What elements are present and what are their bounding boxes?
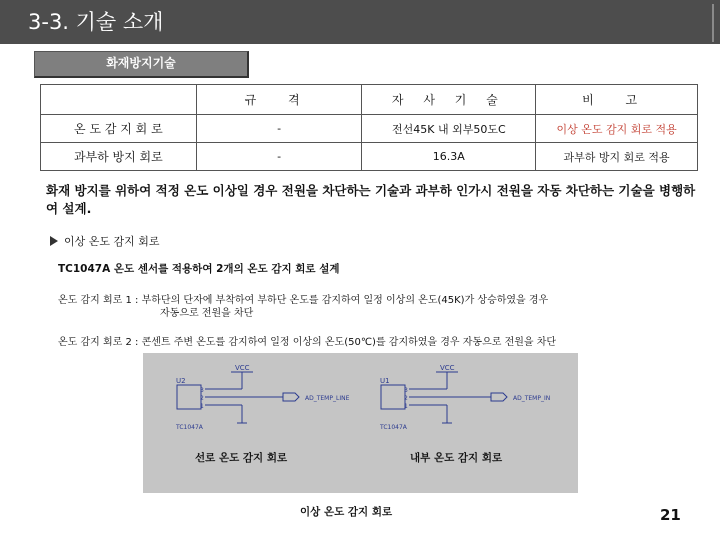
spec-table bbox=[40, 84, 698, 171]
table-cell: 온 도 감 지 회 로 bbox=[41, 115, 197, 143]
table-row bbox=[41, 143, 698, 171]
detail-line-circuit2: 온도 감지 회로 2 : 콘센트 주변 온도를 감지하여 일정 이상의 온도(50℃)를 감지하였을 경우 자동으로 전원을 차단 bbox=[58, 337, 557, 348]
schematic-right bbox=[379, 364, 550, 431]
part-label: TC1047A bbox=[380, 424, 407, 431]
detail-line-sensor: TC1047A 온도 센서를 적용하여 2개의 온도 감지 회로 설계 bbox=[58, 263, 340, 275]
triangle-bullet-icon bbox=[50, 236, 58, 246]
schematic-svg bbox=[143, 353, 578, 493]
section-tag bbox=[34, 51, 249, 78]
page-number: 21 bbox=[660, 506, 681, 524]
pin-label: 3 bbox=[404, 387, 408, 394]
table-header-cell: 자 사 기 술 bbox=[362, 85, 536, 115]
table-header-cell bbox=[41, 85, 197, 115]
figure-caption: 이상 온도 감지 회로 bbox=[300, 506, 393, 518]
table-header-cell: 비 고 bbox=[536, 85, 698, 115]
sensor-ic bbox=[381, 385, 405, 409]
pin-label: 2 bbox=[404, 395, 408, 402]
circuit-diagram-panel bbox=[143, 353, 578, 493]
pin-label: 3 bbox=[200, 387, 204, 394]
table-cell: 과부하 방지 회로 적용 bbox=[536, 143, 698, 171]
summary-paragraph: 화재 방지를 위하여 적정 온도 이상일 경우 전원을 차단하는 기술과 과부하 인가시 전원을 자동 차단하는 기술을 병행하여 설계. bbox=[46, 183, 696, 216]
table-header-row bbox=[41, 85, 698, 115]
detail-line-circuit1: 온도 감지 회로 1 : 부하단의 단자에 부착하여 부하단 온도를 감지하여 일정 이상의 온도(45K)가 상승하였을 경우 bbox=[58, 295, 549, 306]
circuit-caption-line: 선로 온도 감지 회로 bbox=[195, 452, 288, 464]
title-bar bbox=[0, 0, 720, 44]
vcc-label: VCC bbox=[440, 364, 455, 372]
ref-label: U1 bbox=[380, 377, 390, 385]
pin-label: 1 bbox=[200, 403, 204, 410]
table-cell: 과부하 방지 회로 bbox=[41, 143, 197, 171]
slide-title: 3-3. 기술 소개 bbox=[28, 10, 164, 34]
table-row bbox=[41, 115, 698, 143]
section-tag-label: 화재방지기술 bbox=[106, 56, 176, 70]
vcc-label: VCC bbox=[235, 364, 250, 372]
pin-label: 2 bbox=[200, 395, 204, 402]
sensor-ic bbox=[177, 385, 201, 409]
pin-label: 1 bbox=[404, 403, 408, 410]
table-header-cell: 규 격 bbox=[196, 85, 362, 115]
schematic-left bbox=[175, 364, 350, 431]
part-label: TC1047A bbox=[176, 424, 203, 431]
bullet-heading bbox=[50, 233, 160, 249]
table-cell: 전선45K 내 외부50도C bbox=[362, 115, 536, 143]
net-label: AD_TEMP_IN bbox=[513, 395, 551, 402]
title-divider bbox=[712, 4, 714, 42]
bullet-text: 이상 온도 감지 회로 bbox=[64, 235, 160, 248]
circuit-caption-internal: 내부 온도 감지 회로 bbox=[410, 452, 503, 464]
table-cell: 이상 온도 감지 회로 적용 bbox=[536, 115, 698, 143]
table-cell: - bbox=[196, 115, 362, 143]
ref-label: U2 bbox=[176, 377, 186, 385]
table-cell: 16.3A bbox=[362, 143, 536, 171]
detail-line-circuit1-cont: 자동으로 전원을 차단 bbox=[160, 308, 254, 319]
net-port-icon bbox=[491, 393, 507, 401]
table-cell: - bbox=[196, 143, 362, 171]
net-label: AD_TEMP_LINE bbox=[305, 395, 350, 402]
net-port-icon bbox=[283, 393, 299, 401]
